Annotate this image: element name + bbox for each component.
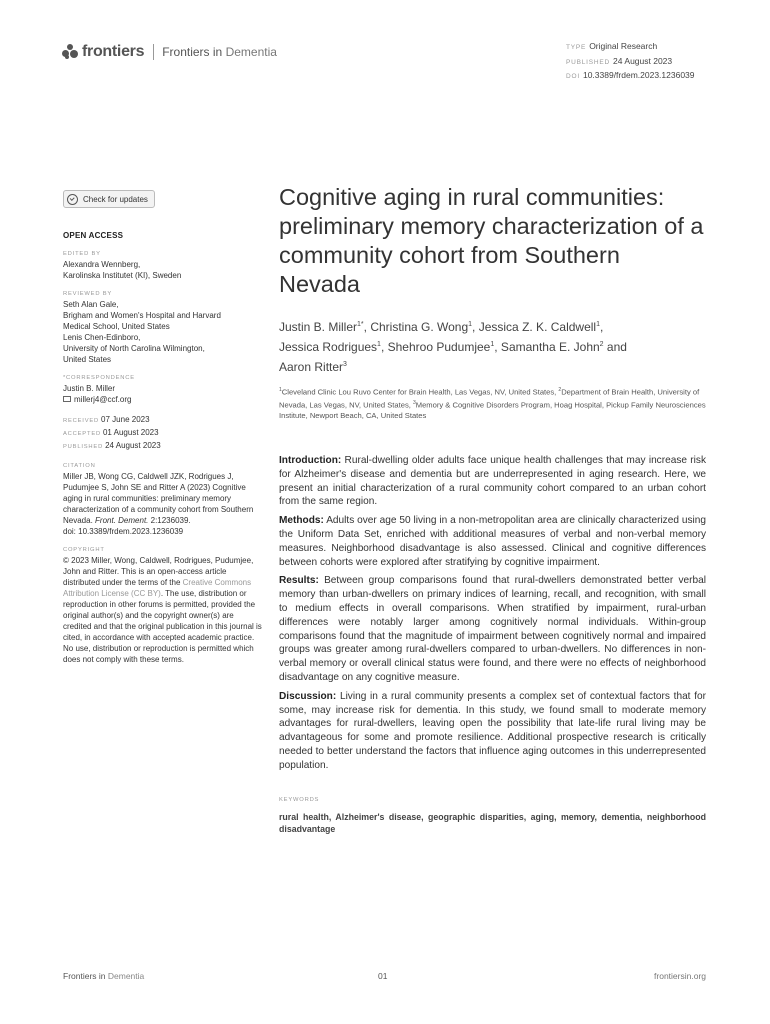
- mail-icon: [63, 396, 71, 402]
- reviewer-line: Brigham and Women's Hospital and Harvard: [63, 311, 221, 320]
- author[interactable]: , Christina G. Wong: [363, 320, 469, 334]
- abstract-results: Results: Between group comparisons found that rural-dwellers demonstrated better verbal memory than urban-dwellers on primary indices of learning, recall, and recognition, with small to medium effects in overall comparisons. When stratified by impairment, rural-urban differences were notably larger among cognitively normal individuals. Within-group comparisons found that the magnitude of impairment between cognitively normal and impaired groups was greater among rural-dwellers compared to urban-dwellers. No differences in non-verbal memory or overall clinical status were found, and there were no effects of neighborhood disadvantage on any cognitive measure.: [279, 575, 706, 684]
- brand-name: frontiers: [82, 43, 145, 60]
- footer-journal: Frontiers in Dementia: [63, 971, 145, 981]
- published-date: 24 August 2023: [613, 55, 673, 66]
- reviewer-line: Seth Alan Gale,: [63, 300, 119, 309]
- editor-line: Karolinska Institutet (KI), Sweden: [63, 271, 182, 280]
- article-title: Cognitive aging in rural communities: preliminary memory characterization of a community cohort from Southern Nevada: [279, 184, 704, 297]
- citation-label: CITATION: [63, 463, 96, 469]
- accepted-date: 01 August 2023: [102, 428, 159, 437]
- correspondence-label: *CORRESPONDENCE: [63, 375, 135, 381]
- edited-by-label: EDITED BY: [63, 251, 101, 257]
- author[interactable]: Justin B. Miller: [279, 320, 358, 334]
- article-meta: TYPE Original Research PUBLISHED 24 August 2023 DOI 10.3389/frdem.2023.1236039: [566, 41, 695, 80]
- citation-doi[interactable]: doi: 10.3389/frdem.2023.1236039: [63, 527, 184, 536]
- author-list: Justin B. Miller$^{1*}$, Christina G. Wong$^1$, Jessica Z. K. Caldwell$^1$, Jessica Rodrigues$^1$, Shehroo Pudumjee$^1$, Samantha E. John$^2$ and Aaron Ritter$^3$: [279, 320, 627, 374]
- author[interactable]: Jessica Rodrigues: [279, 340, 378, 354]
- copyright-text: © 2023 Miller, Wong, Caldwell, Rodrigues, Pudumjee, John and Ritter. This is an open-access article distributed under the terms of the Creative Commons Attribution License (CC BY). The use, distribution or reproduction in other forums is permitted, provided the original author(s) and the copyright owner(s) are credited and that the original publication in this journal is cited, in accordance with accepted academic practice. No use, distribution or reproduction is permitted which does not comply with these terms.: [63, 556, 262, 664]
- frontiers-logo[interactable]: [62, 43, 277, 61]
- reviewer-line: United States: [63, 355, 112, 364]
- abstract-methods: Methods: Adults over age 50 living in a non-metropolitan area are clinically characterized using the Uniform Data Set, enriched with additional measures of verbal and non-verbal memory measures. Neighborhood disadvantage is also assessed. Clinical and cognitive differences between cohorts were explored after stratifying by cognitive impairment.: [279, 515, 706, 568]
- check-circle-icon: [67, 194, 78, 205]
- reviewer-line: University of North Carolina Wilmington,: [63, 344, 205, 353]
- author[interactable]: , Jessica Z. K. Caldwell: [472, 320, 597, 334]
- reviewed-by-label: REVIEWED BY: [63, 291, 113, 297]
- article-type: Original Research: [589, 41, 658, 51]
- affiliations: $^1$Cleveland Clinic Lou Ruvo Center for Brain Health, Las Vegas, NV, United States, $^2$Department of Brain Health, University of Nevada, Las Vegas, NV, United States, $^3$Memory & Cognitive Disorders Program, Hoag Hospital, Pickup Family Neurosciences Institute, Newport Beach, CA, United States: [279, 387, 706, 421]
- frontiers-logo-icon: [62, 44, 78, 60]
- check-for-updates-button[interactable]: Check for updates: [63, 190, 155, 208]
- keywords: rural health, Alzheimer's disease, geographic disparities, aging, memory, dementia, neighborhood disadvantage: [279, 811, 706, 835]
- footer-site-link[interactable]: frontiersin.org: [654, 971, 706, 981]
- sidebar: [63, 190, 263, 665]
- keywords-label: KEYWORDS: [279, 796, 320, 803]
- abstract-discussion: Discussion: Living in a rural community presents a complex set of contextual factors that for some, may increase risk for dementia. In this study, we found small to moderate memory advantages for rural-dwellers, leaving open the possibility that late-life rural living may be advantageous for some and promote resilience. Additional prospective research is critically needed to better understand the factors that influence aging outcomes in this underrepresented population.: [279, 690, 706, 771]
- open-access-label: OPEN ACCESS: [63, 231, 124, 240]
- received-date: 07 June 2023: [101, 415, 150, 424]
- copyright-label: COPYRIGHT: [63, 547, 105, 553]
- article-main: [279, 183, 706, 836]
- doi[interactable]: 10.3389/frdem.2023.1236039: [582, 70, 695, 80]
- abstract-introduction: Introduction: Rural-dwelling older adults face unique health challenges that may increase risk for Alzheimer's disease and dementia but are underrepresented in aging research. Here, we present an initial characterization of a rural community cohort compared to an urban cohort from the same region.: [279, 455, 706, 508]
- page-number: 01: [378, 971, 388, 981]
- editor-line: Alexandra Wennberg,: [63, 260, 141, 269]
- license-link[interactable]: Creative Commons Attribution License (CC BY): [63, 578, 252, 598]
- page-header: [62, 40, 722, 80]
- logo-divider: [153, 44, 154, 60]
- reviewer-line: Lenis Chen-Edinboro,: [63, 333, 141, 342]
- author[interactable]: , Shehroo Pudumjee: [380, 340, 491, 354]
- article-dates: RECEIVED 07 June 2023 ACCEPTED 01 August 2023 PUBLISHED 24 August 2023: [63, 415, 161, 450]
- citation-text: Miller JB, Wong CG, Caldwell JZK, Rodrigues J, Pudumjee S, John SE and Ritter A (2023) Cognitive aging in rural communities: preliminary memory characterization of a community cohort from Southern Nevada. Front. Dement. 2:1236039. doi: 10.3389/frdem.2023.1236039: [63, 472, 254, 536]
- correspondence-name: Justin B. Miller: [63, 384, 116, 393]
- abstract: [279, 454, 706, 773]
- reviewer-line: Medical School, United States: [63, 322, 170, 331]
- published-date: 24 August 2023: [105, 441, 161, 450]
- correspondence-email[interactable]: millerj4@ccf.org: [74, 395, 132, 404]
- author[interactable]: , Samantha E. John: [494, 340, 600, 354]
- author[interactable]: Aaron Ritter: [279, 360, 344, 374]
- journal-name: Frontiers in Dementia: [162, 45, 277, 59]
